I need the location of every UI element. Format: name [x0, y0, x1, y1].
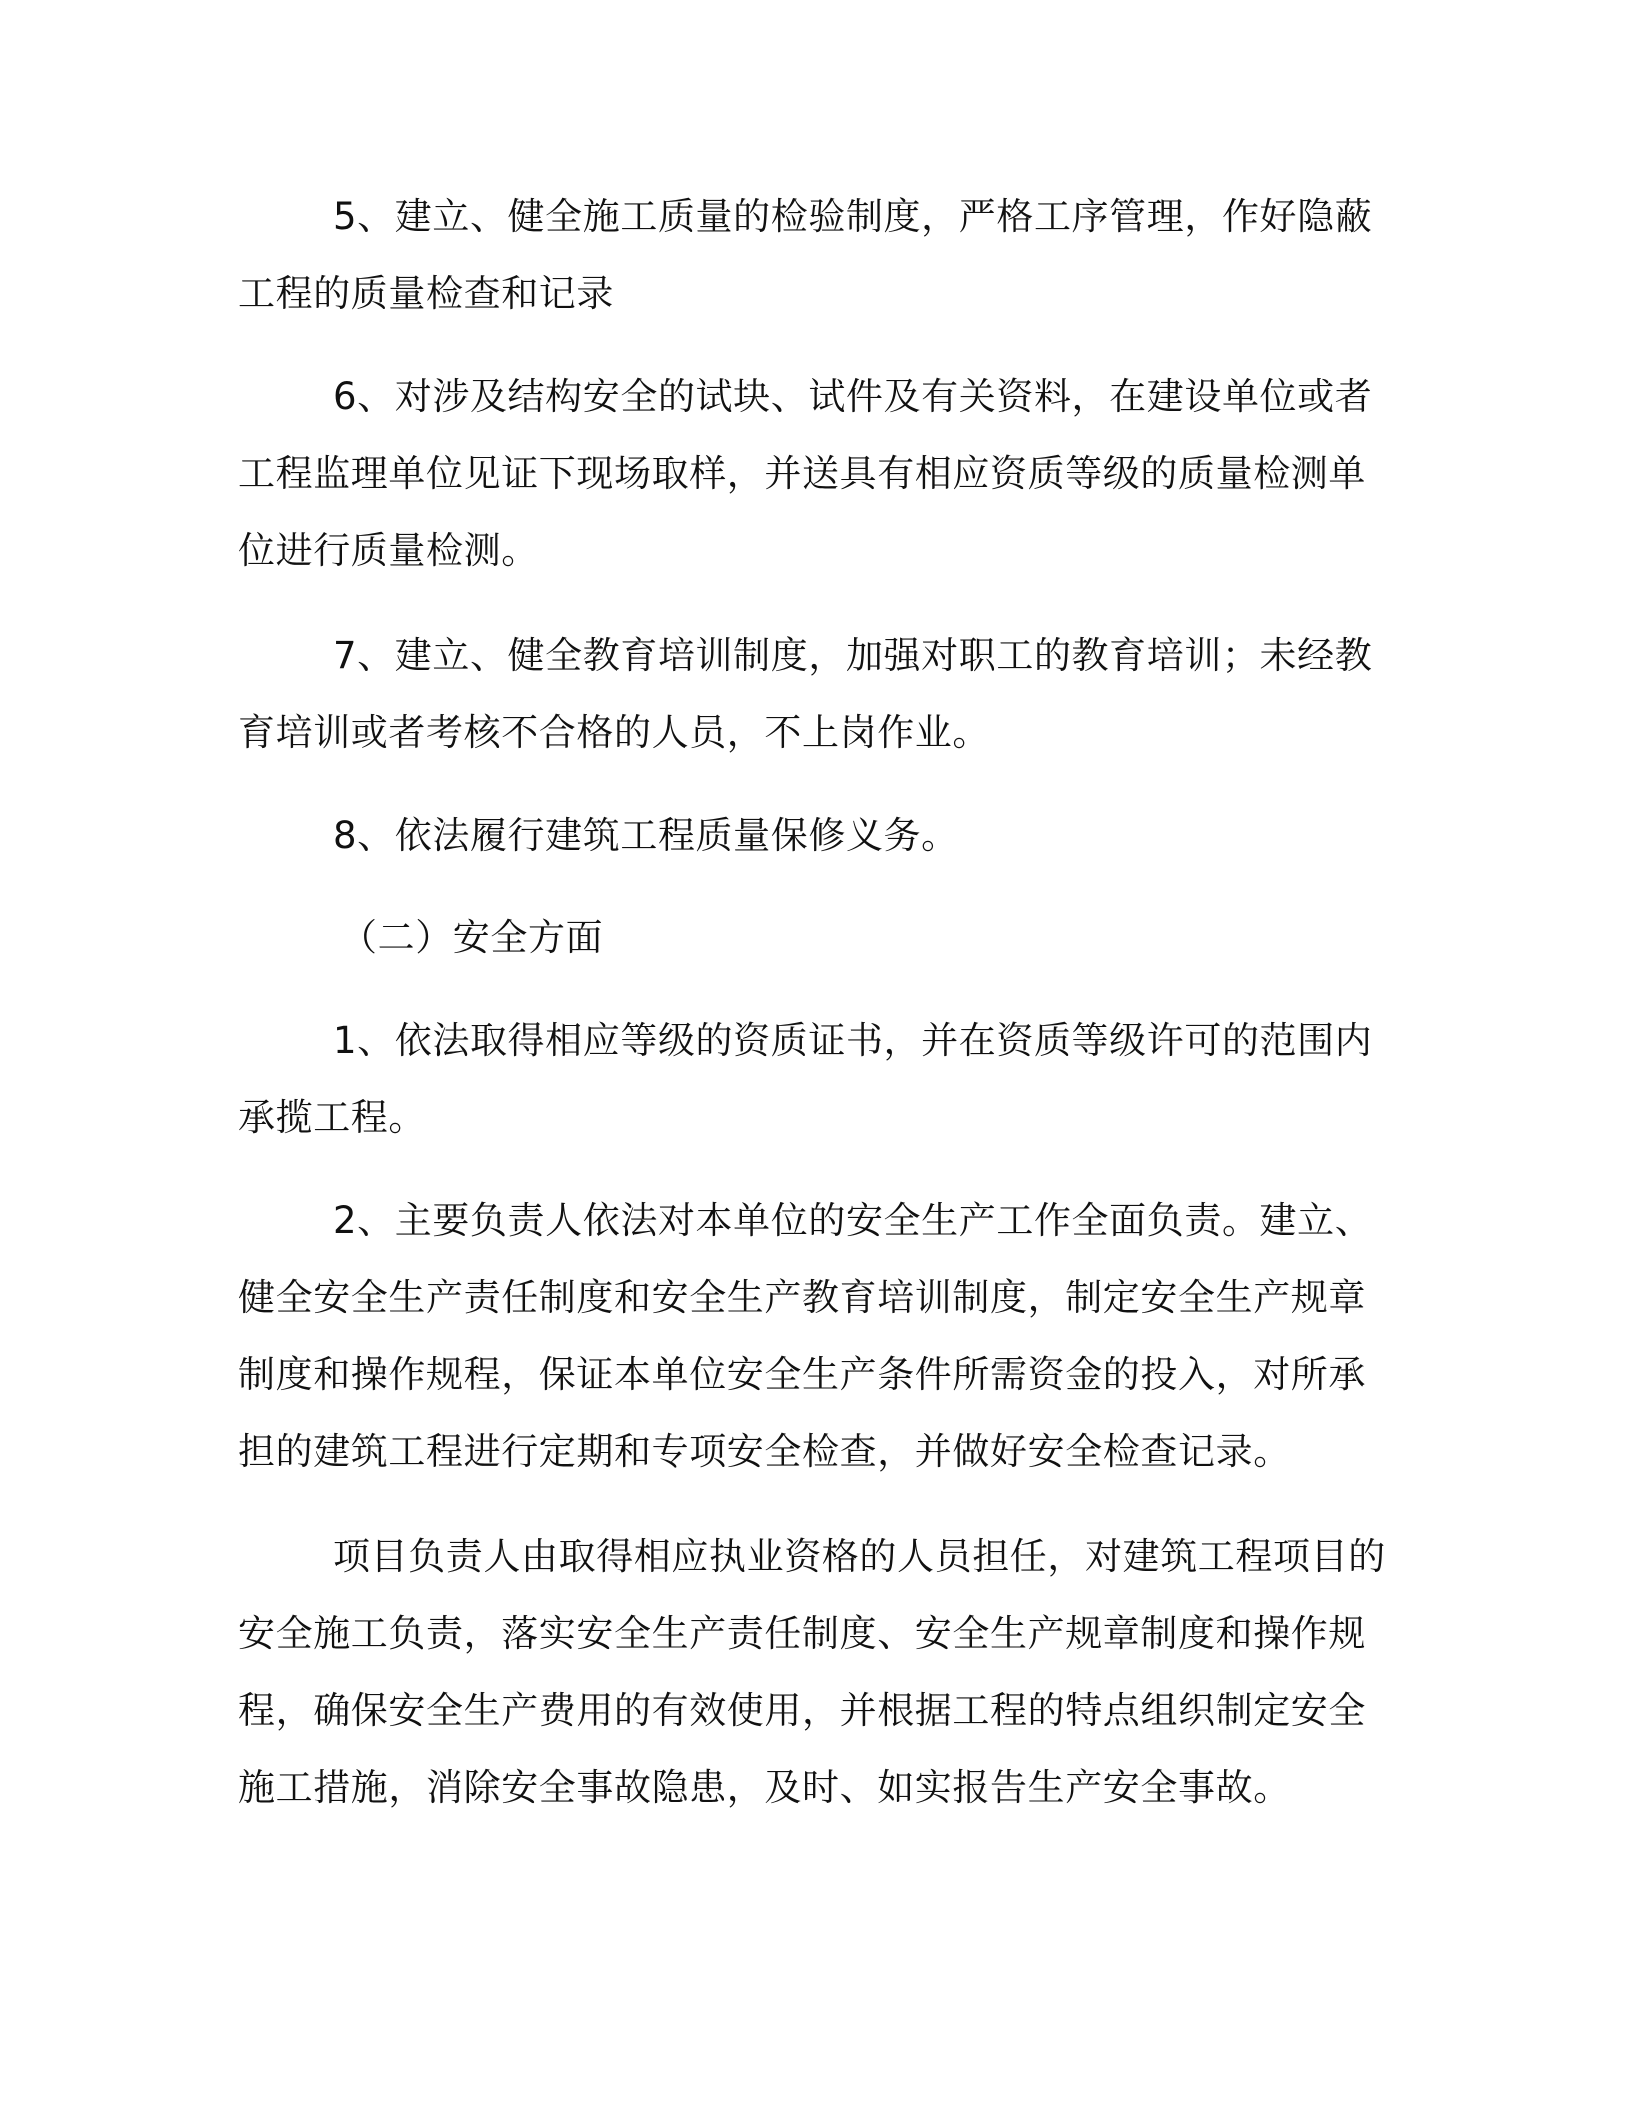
text-line: 工程的质量检查和记录	[238, 272, 614, 315]
text-line: 施工措施，消除安全事故隐患，及时、如实报告生产安全事故。	[238, 1766, 1291, 1809]
text-line: 7、建立、健全教育培训制度，加强对职工的教育培训；未经教	[333, 634, 1373, 677]
text-line: 制度和操作规程，保证本单位安全生产条件所需资金的投入，对所承	[238, 1353, 1366, 1396]
text-line: 健全安全生产责任制度和安全生产教育培训制度，制定安全生产规章	[238, 1276, 1366, 1319]
text-line: 承揽工程。	[238, 1096, 426, 1139]
paragraph-item-5	[238, 178, 1372, 332]
text-line: 程，确保安全生产费用的有效使用，并根据工程的特点组织制定安全	[238, 1689, 1366, 1732]
paragraph-safety-2	[238, 1182, 1372, 1490]
text-line: 8、依法履行建筑工程质量保修义务。	[333, 814, 959, 857]
text-line: 安全施工负责，落实安全生产责任制度、安全生产规章制度和操作规	[238, 1612, 1366, 1655]
text-line: 工程监理单位见证下现场取样，并送具有相应资质等级的质量检测单	[238, 452, 1366, 495]
section-heading: （二）安全方面	[340, 916, 604, 959]
text-line: 5、建立、健全施工质量的检验制度，严格工序管理，作好隐蔽	[333, 195, 1373, 238]
paragraph-safety-1	[238, 1002, 1372, 1156]
text-line: 位进行质量检测。	[238, 529, 539, 572]
paragraph-item-7	[238, 617, 1372, 771]
paragraph-item-8	[238, 797, 959, 874]
text-line: 1、依法取得相应等级的资质证书，并在资质等级许可的范围内	[333, 1019, 1373, 1062]
text-line: 项目负责人由取得相应执业资格的人员担任，对建筑工程项目的	[333, 1535, 1386, 1578]
text-line: 育培训或者考核不合格的人员，不上岗作业。	[238, 711, 990, 754]
paragraph-project-leader	[238, 1518, 1386, 1826]
text-line: 2、主要负责人依法对本单位的安全生产工作全面负责。建立、	[333, 1199, 1373, 1242]
text-line: 担的建筑工程进行定期和专项安全检查，并做好安全检查记录。	[238, 1430, 1291, 1473]
text-line: 6、对涉及结构安全的试块、试件及有关资料，在建设单位或者	[333, 375, 1373, 418]
paragraph-item-6	[238, 358, 1372, 589]
